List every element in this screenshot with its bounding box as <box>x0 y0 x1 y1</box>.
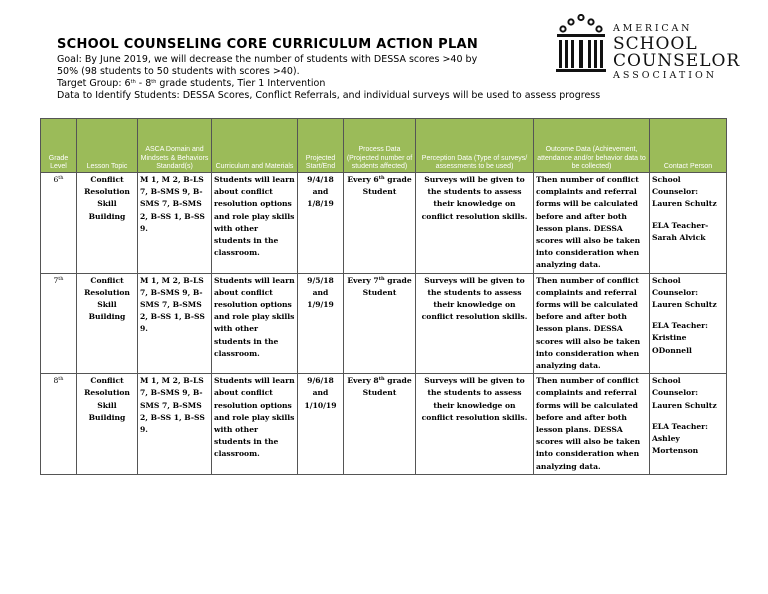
table-row <box>41 173 727 274</box>
table-row <box>41 273 727 374</box>
asca-logo-text: AMERICAN SCHOOL COUNSELOR ASSOCIATION <box>613 23 741 81</box>
standards-cell: M 1, M 2, B-LS 7, B-SMS 9, B-SMS 7, B-SMS 2, B-SS 1, B-SS 9. <box>138 173 212 274</box>
dates-cell: 9/6/18 and 1/10/19 <box>298 374 344 475</box>
column-header: Lesson Topic <box>77 119 138 173</box>
grade-cell: 8th <box>41 374 77 475</box>
contact-cell: School Counselor: Lauren Schultz ELA Teacher: Ashley Mortenson <box>650 374 727 475</box>
goal-line-2: 50% (98 students to 50 students with scores >40). <box>57 66 300 77</box>
outcome-cell: Then number of conflict complaints and referral forms will be calculated before and after both lesson plans. DESSA scores will also be taken into consideration when analyzing data. <box>534 374 650 475</box>
table-row <box>41 374 727 475</box>
materials-cell: Students will learn about conflict resolution options and role play skills with other students in the classroom. <box>212 374 298 475</box>
process-cell: Every 8th grade Student <box>344 374 416 475</box>
column-header: Curriculum and Materials <box>212 119 298 173</box>
column-header: Process Data (Projected number of students affected) <box>344 119 416 173</box>
perception-cell: Surveys will be given to the students to assess their knowledge on conflict resolution skills. <box>416 273 534 374</box>
column-header: ASCA Domain and Mindsets & Behaviors Standard(s) <box>138 119 212 173</box>
perception-cell: Surveys will be given to the students to assess their knowledge on conflict resolution skills. <box>416 374 534 475</box>
action-plan-table <box>40 118 727 475</box>
grade-cell: 6th <box>41 173 77 274</box>
topic-cell: Conflict Resolution Skill Building <box>77 273 138 374</box>
goal-line-1: Goal: By June 2019, we will decrease the number of students with DESSA scores >40 by <box>57 54 478 65</box>
column-header: Outcome Data (Achievement, attendance and/or behavior data to be collected) <box>534 119 650 173</box>
data-identify-line: Data to Identify Students: DESSA Scores, Conflict Referrals, and individual surveys will be used to assess progress <box>57 90 601 101</box>
perception-cell: Surveys will be given to the students to assess their knowledge on conflict resolution skills. <box>416 173 534 274</box>
materials-cell: Students will learn about conflict resolution options and role play skills with other students in the classroom. <box>212 273 298 374</box>
topic-cell: Conflict Resolution Skill Building <box>77 374 138 475</box>
contact-cell: School Counselor: Lauren Schultz ELA Teacher- Sarah Alvick <box>650 173 727 274</box>
dates-cell: 9/5/18 and 1/9/19 <box>298 273 344 374</box>
contact-cell: School Counselor: Lauren Schultz ELA Teacher: Kristine ODonnell <box>650 273 727 374</box>
outcome-cell: Then number of conflict complaints and referral forms will be calculated before and after both lesson plans. DESSA scores will also be taken into consideration when analyzing data. <box>534 273 650 374</box>
process-cell: Every 7th grade Student <box>344 273 416 374</box>
standards-cell: M 1, M 2, B-LS 7, B-SMS 9, B-SMS 7, B-SMS 2, B-SS 1, B-SS 9. <box>138 273 212 374</box>
grade-cell: 7th <box>41 273 77 374</box>
target-group-line: Target Group: 6th - 8th grade students, Tier 1 Intervention <box>57 78 326 89</box>
column-header: Perception Data (Type of surveys/ assessments to be used) <box>416 119 534 173</box>
column-header: Contact Person <box>650 119 727 173</box>
standards-cell: M 1, M 2, B-LS 7, B-SMS 9, B-SMS 7, B-SMS 2, B-SS 1, B-SS 9. <box>138 374 212 475</box>
column-header: Projected Start/End <box>298 119 344 173</box>
topic-cell: Conflict Resolution Skill Building <box>77 173 138 274</box>
dates-cell: 9/4/18 and 1/8/19 <box>298 173 344 274</box>
process-cell: Every 6th grade Student <box>344 173 416 274</box>
page-title: SCHOOL COUNSELING CORE CURRICULUM ACTION PLAN <box>57 37 479 52</box>
table-header-row <box>41 119 727 173</box>
materials-cell: Students will learn about conflict resolution options and role play skills with other students in the classroom. <box>212 173 298 274</box>
outcome-cell: Then number of conflict complaints and referral forms will be calculated before and after both lesson plans. DESSA scores will also be taken into consideration when analyzing data. <box>534 173 650 274</box>
column-header: Grade Level <box>41 119 77 173</box>
